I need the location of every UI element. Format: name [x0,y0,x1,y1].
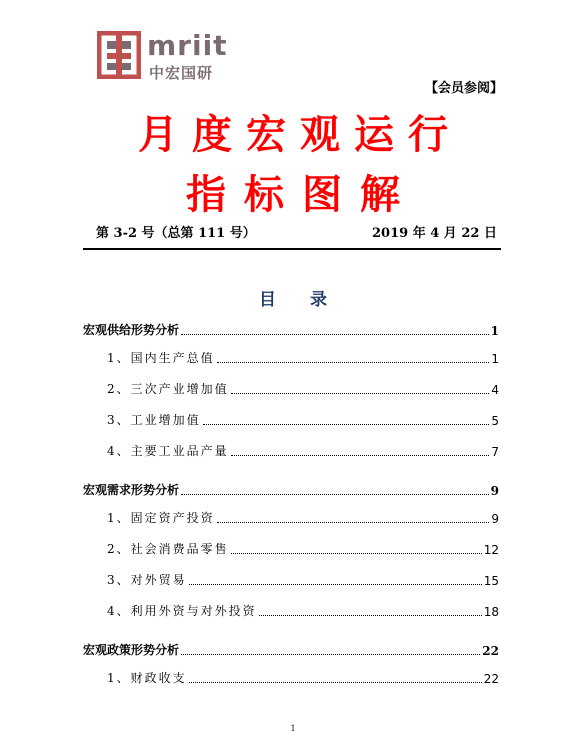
mriit-logo [97,29,237,82]
report-title-line1: 月度宏观运行 [138,111,462,158]
issue-number: 第 3-2 号（总第 111 号） [96,226,256,241]
toc-entry[interactable] [83,350,499,366]
toc-leader-dots [231,553,482,554]
toc-entry-label: 宏观供给形势分析 [83,323,180,337]
toc-entry-label: 3、对外贸易 [107,573,187,587]
page-number: 1 [290,724,296,733]
toc-entry-label: 4、主要工业品产量 [107,444,229,458]
toc-entry-page: 15 [483,574,499,588]
toc-entry-label: 宏观需求形势分析 [83,483,180,497]
toc-entry-page: 1 [490,324,499,338]
toc-entry[interactable] [83,482,499,498]
issue-date: 2019 年 4 月 22 日 [372,226,497,241]
toc-leader-dots [231,393,490,394]
toc-entry-page: 12 [483,543,499,557]
toc-leader-dots [259,615,482,616]
toc-leader-dots [203,424,490,425]
toc-leader-dots [189,682,482,683]
toc-leader-dots [181,654,480,655]
toc-leader-dots [181,334,489,335]
toc-entry-page: 4 [491,383,499,397]
toc-entry-page: 5 [491,414,499,428]
toc-entry[interactable] [83,642,499,658]
toc-entry[interactable] [83,541,499,557]
toc-entry-label: 4、利用外资与对外投资 [107,604,257,618]
toc-entry[interactable] [83,412,499,428]
report-title-line2: 指标图解 [186,171,418,218]
toc-entry[interactable] [83,322,499,338]
toc-entry-page: 9 [490,484,499,498]
toc-entry-label: 1、财政收支 [107,671,187,685]
toc-entry-label: 1、固定资产投资 [107,511,215,525]
toc-title: 目 录 [259,290,341,310]
member-reference-label: 【会员参阅】 [424,81,503,96]
logo-mark-icon [97,31,141,79]
toc-entry-page: 9 [491,512,499,526]
toc-entry-label: 2、三次产业增加值 [107,382,229,396]
toc-leader-dots [189,584,482,585]
toc-leader-dots [231,455,490,456]
logo-wordmark: mriit [147,29,228,62]
toc-entry[interactable] [83,603,499,619]
toc-entry[interactable] [83,670,499,686]
toc-entry[interactable] [83,443,499,459]
toc-entry-label: 3、工业增加值 [107,413,201,427]
toc-entry-page: 18 [483,605,499,619]
toc-entry-page: 1 [491,352,499,366]
toc-entry-label: 宏观政策形势分析 [83,643,180,657]
toc-leader-dots [181,494,489,495]
toc-entry[interactable] [83,381,499,397]
toc-entry[interactable] [83,510,499,526]
toc-entry-page: 7 [491,445,499,459]
header-divider [83,248,501,250]
toc-entry-label: 2、社会消费品零售 [107,542,229,556]
toc-entry[interactable] [83,572,499,588]
toc-leader-dots [217,522,490,523]
logo-chinese-name: 中宏国研 [149,64,214,82]
toc-entry-label: 1、国内生产总值 [107,351,215,365]
toc-entry-page: 22 [482,644,499,658]
toc-leader-dots [217,362,490,363]
toc-entry-page: 22 [483,672,499,686]
